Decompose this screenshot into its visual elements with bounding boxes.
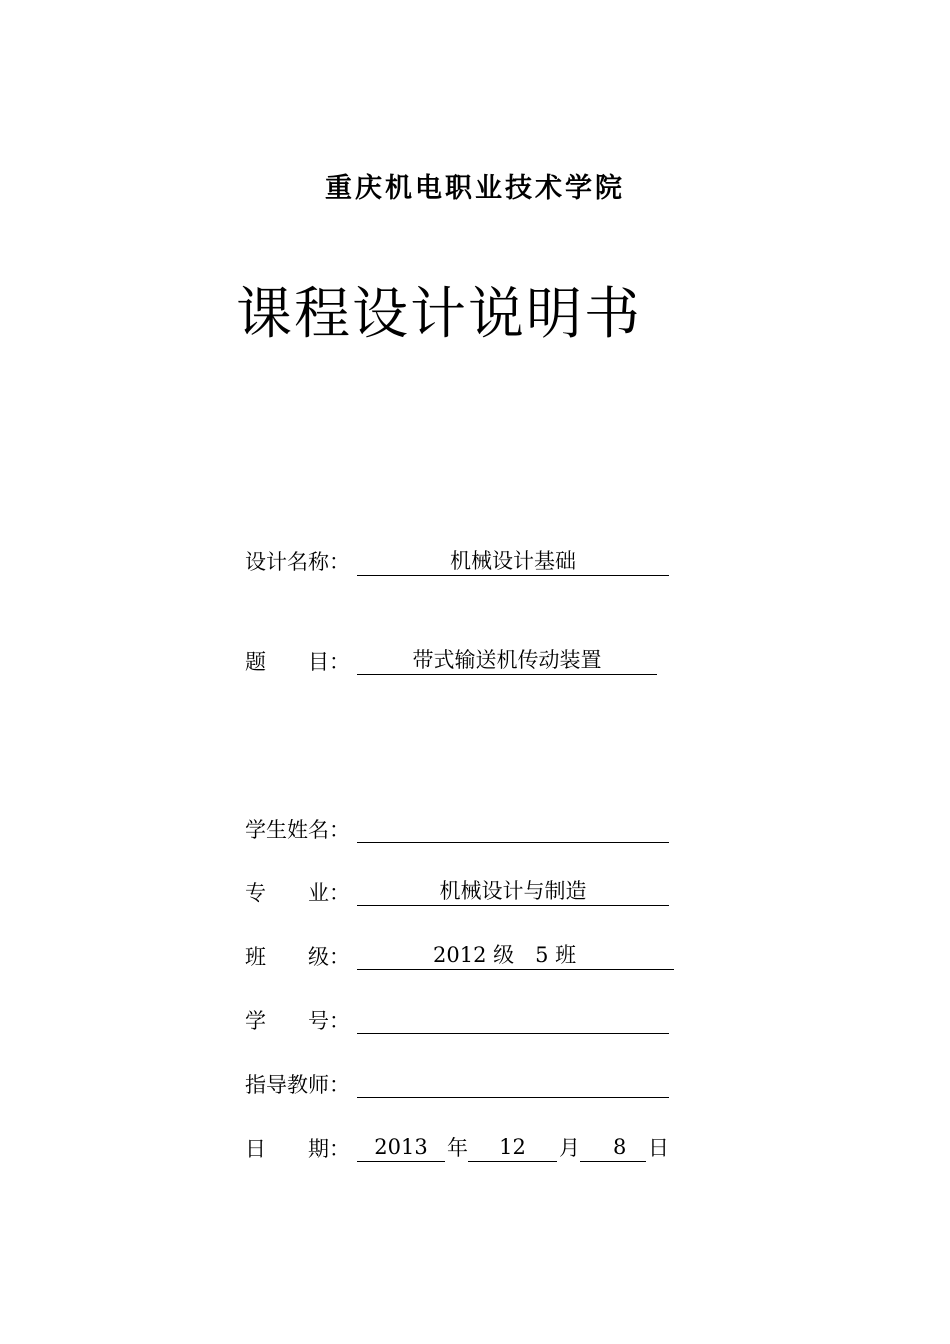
student-name-line	[357, 814, 669, 843]
date-year-unit: 年	[447, 1136, 468, 1160]
date-label: 日 期：	[245, 1137, 350, 1161]
advisor-label: 指导教师：	[245, 1073, 350, 1097]
design-name-line	[357, 547, 669, 576]
date-month-value: 12	[499, 1135, 526, 1159]
date-year-value: 2013	[374, 1135, 428, 1159]
document-title: 课程设计说明书	[236, 282, 642, 347]
date-day-line	[580, 1133, 646, 1162]
design-name-value: 机械设计基础	[450, 549, 576, 573]
design-name-label: 设计名称：	[245, 550, 350, 574]
advisor-line	[357, 1069, 669, 1098]
date-month-line	[468, 1133, 557, 1162]
topic-line	[357, 646, 657, 675]
major-line	[357, 877, 669, 906]
major-value: 机械设计与制造	[439, 879, 587, 903]
date-month-unit: 月	[559, 1136, 580, 1160]
class-value: 2012 级 5 班	[433, 943, 577, 967]
student-id-label: 学 号：	[245, 1009, 350, 1033]
student-id-line	[357, 1005, 669, 1034]
topic-label: 题 目：	[245, 650, 350, 674]
student-name-label: 学生姓名：	[245, 818, 350, 842]
class-label: 班 级：	[245, 945, 350, 969]
class-line	[357, 941, 674, 970]
topic-value: 带式输送机传动装置	[412, 648, 602, 672]
date-day-value: 8	[613, 1135, 627, 1159]
date-day-unit: 日	[648, 1136, 669, 1160]
school-name: 重庆机电职业技术学院	[325, 173, 625, 204]
major-label: 专 业：	[245, 881, 350, 905]
date-year-line	[357, 1133, 445, 1162]
